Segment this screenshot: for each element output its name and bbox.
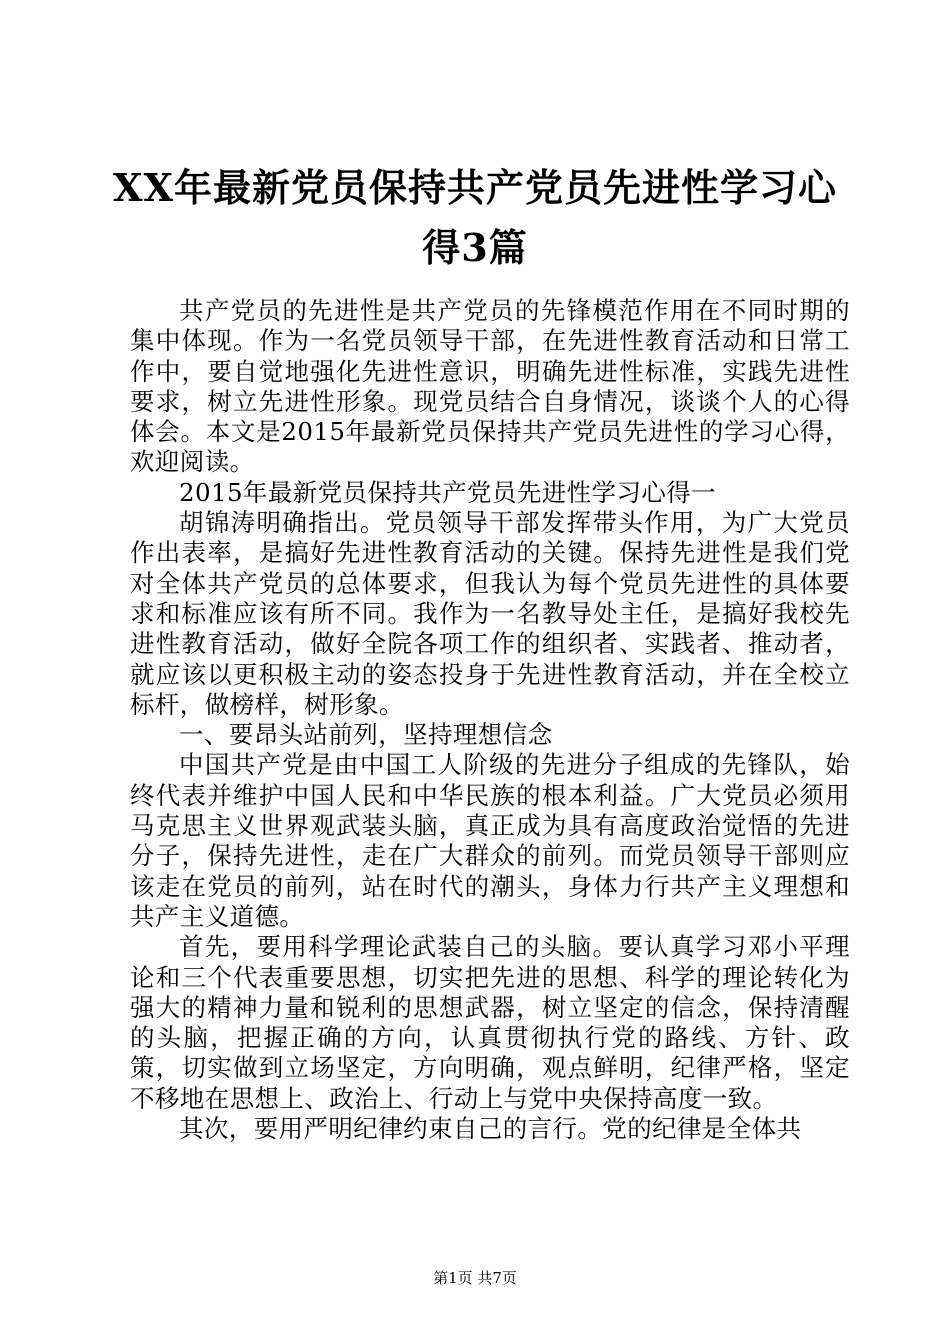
body-paragraph: 其次，要用严明纪律约束自己的言行。党的纪律是全体共 — [179, 1114, 802, 1144]
section-heading: 2015年最新党员保持共产党员先进性学习心得一 — [179, 477, 717, 507]
body-paragraph: 中国共产党是由中国工人阶级的先进分子组成的先锋队，始终代表并维护中国人民和中华民族的根本利益。广大党员必须用马克思主义世界观武装头脑，真正成为具有高度政治觉悟的先进分子，保持先进性，走在广大群众的前列。而党员领导干部则应该走在党员的前列，站在时代的潮头，身体力行共产主义理想和共产主义道德。 — [130, 750, 850, 931]
subsection-heading: 一、要昂头站前列，坚持理想信念 — [179, 720, 553, 750]
intro-paragraph: 共产党员的先进性是共产党员的先锋模范作用在不同时期的集中体现。作为一名党员领导干部，在先进性教育活动和日常工作中，要自觉地强化先进性意识，明确先进性标准，实践先进性要求，树立先进性形象。现党员结合自身情况，谈谈个人的心得体会。本文是2015年最新党员保持共产党员先进性的学习心得，欢迎阅读。 — [130, 296, 850, 477]
body-paragraph: 首先，要用科学理论武装自己的头脑。要认真学习邓小平理论和三个代表重要思想，切实把先进的思想、科学的理论转化为强大的精神力量和锐利的思想武器，树立坚定的信念，保持清醒的头脑，把握正确的方向，认真贯彻执行党的路线、方针、政策，切实做到立场坚定，方向明确，观点鲜明，纪律严格，坚定不移地在思想上、政治上、行动上与党中央保持高度一致。 — [130, 932, 850, 1113]
body-paragraph: 胡锦涛明确指出。党员领导干部发挥带头作用，为广大党员作出表率，是搞好先进性教育活动的关键。保持先进性是我们党对全体共产党员的总体要求，但我认为每个党员先进性的具体要求和标准应该有所不同。我作为一名教导处主任，是搞好我校先进性教育活动，做好全院各项工作的组织者、实践者、推动者，就应该以更积极主动的姿态投身于先进性教育活动，并在全校立标杆，做榜样，树形象。 — [130, 508, 850, 719]
document-body — [130, 296, 850, 1144]
document-title: XX年最新党员保持共产党员先进性学习心得3篇 — [113, 165, 837, 270]
page-number-footer: 第1页 共7页 — [433, 1269, 517, 1287]
